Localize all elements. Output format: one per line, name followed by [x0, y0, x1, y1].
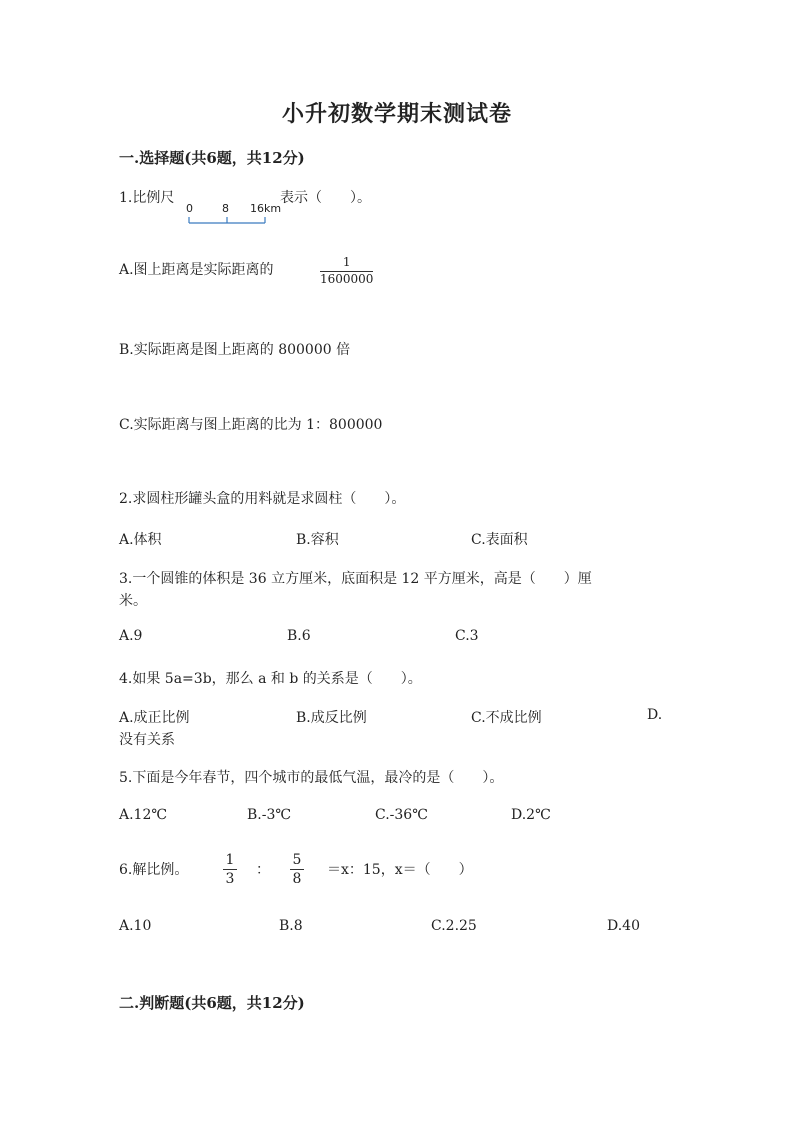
scale-ruler-icon [186, 202, 276, 224]
page-title: 小升初数学期末测试卷 [281, 101, 512, 127]
question-1-stem-start: 1.比例尺 [119, 190, 175, 206]
section-heading-choice: 一.选择题(共6题，共12分) [119, 149, 305, 167]
section-heading-judgement: 二.判断题(共6题，共12分) [119, 994, 305, 1012]
question-2-option-b: B.容积 [296, 532, 339, 548]
fraction-numerator: 5 [292, 852, 302, 868]
question-6-fraction-2 [290, 852, 304, 887]
question-3-stem-line1: 3.一个圆锥的体积是 36 立方厘米，底面积是 12 平方厘米，高是（ ）厘 [119, 571, 592, 587]
question-6-fraction-1 [223, 852, 237, 887]
fraction-bar [223, 869, 237, 870]
question-1-option-c: C.实际距离与图上距离的比为 1：800000 [119, 417, 383, 433]
question-5-option-d: D.2℃ [511, 807, 551, 823]
question-6-option-a: A.10 [119, 918, 152, 934]
question-5-option-b: B.-3℃ [247, 807, 292, 823]
fraction-denominator: 3 [225, 871, 235, 888]
question-2-option-a: A.体积 [119, 532, 162, 548]
question-4-option-c: C.不成比例 [471, 710, 542, 726]
question-6-option-b: B.8 [279, 918, 303, 934]
scale-bar [186, 202, 282, 224]
scale-label-8: 8 [222, 202, 229, 215]
question-5-stem: 5.下面是今年春节，四个城市的最低气温，最冷的是（ ）。 [119, 770, 504, 786]
fraction-bar [290, 869, 304, 870]
fraction-denominator: 8 [292, 871, 302, 888]
question-6-option-d: D.40 [607, 918, 640, 934]
question-3-option-b: B.6 [287, 628, 311, 644]
question-5-option-c: C.-36℃ [375, 807, 428, 823]
question-1-option-b: B.实际距离是图上距离的 800000 倍 [119, 342, 351, 358]
question-2-option-c: C.表面积 [471, 532, 528, 548]
scale-label-0: 0 [186, 202, 193, 215]
question-3-option-c: C.3 [455, 628, 479, 644]
question-1-option-a: A.图上距离是实际距离的 [119, 262, 274, 278]
question-1-stem-end: 表示（ ）。 [280, 190, 371, 206]
question-4-option-a: A.成正比例 [119, 710, 190, 726]
question-4-option-d-text: 没有关系 [119, 732, 175, 748]
question-6-stem-end: ＝x：15，x＝（ ） [327, 862, 473, 878]
question-5-option-a: A.12℃ [119, 807, 168, 823]
question-4-option-d-label: D. [647, 707, 663, 723]
fraction-numerator: 1 [342, 255, 351, 269]
fraction-denominator: 1600000 [320, 271, 374, 286]
question-4-stem: 4.如果 5a=3b，那么 a 和 b 的关系是（ ）。 [119, 671, 422, 687]
fraction-numerator: 1 [225, 852, 235, 868]
scale-label-16km: 16km [250, 202, 282, 215]
question-6-option-c: C.2.25 [431, 918, 477, 934]
question-3-stem-line2: 米。 [119, 593, 147, 609]
question-1-option-a-fraction [320, 256, 373, 287]
question-6-stem-start: 6.解比例。 [119, 862, 189, 878]
question-6-colon: ： [256, 862, 270, 878]
question-4-option-b: B.成反比例 [296, 710, 367, 726]
question-3-option-a: A.9 [119, 628, 143, 644]
question-2-stem: 2.求圆柱形罐头盒的用料就是求圆柱（ ）。 [119, 491, 406, 507]
